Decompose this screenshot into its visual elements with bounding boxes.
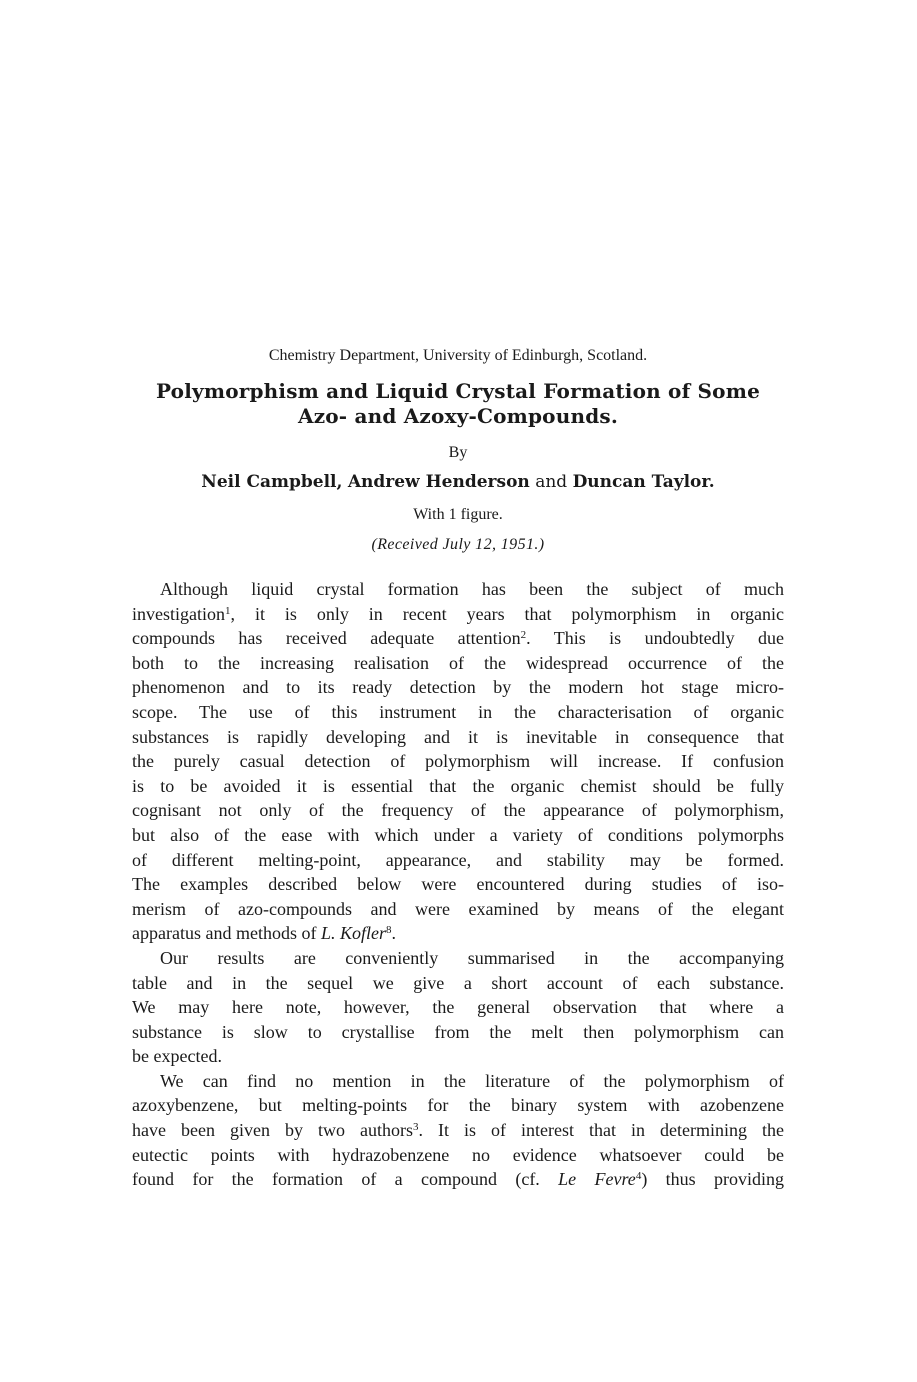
paragraph-1 [132, 577, 784, 946]
p3-line-3: have been given by two authors$^3$. It is of interest that in determining the [132, 1120, 785, 1141]
p1-line-13: The examples described below were encountered during studies of iso- [132, 874, 784, 895]
p1-line-3: compounds has received adequate attention$^2$. This is undoubtedly due [132, 628, 784, 649]
p3-line-5: found for the formation of a compound (cf. Le Fevre$^4$) thus providing [132, 1169, 784, 1190]
paragraph-2 [132, 946, 784, 1069]
p1-line-5: phenomenon and to its ready detection by the modern hot stage micro- [132, 677, 784, 698]
p2-line-4: substance is slow to crystallise from the melt then polymorphism can [132, 1021, 784, 1042]
p1-line-1: Although liquid crystal formation has been the subject of much [160, 579, 784, 599]
author-citation-kofler: L. Kofler [320, 923, 386, 944]
article-body [132, 577, 784, 1192]
p1-line-9: is to be avoided it is essential that the organic chemist should be fully [132, 775, 784, 796]
author-henderson: Andrew Henderson [347, 472, 530, 492]
author-list [132, 471, 784, 493]
p2-line-2: table and in the sequel we give a short account of each substance. [132, 972, 784, 993]
p1-line-15: apparatus and methods of L. Kofler$^8$. [132, 923, 396, 944]
p2-line-3: We may here note, however, the general observation that where a [132, 997, 784, 1018]
article-title [132, 379, 784, 429]
p3-line-4: eutectic points with hydrazobenzene no evidence whatsoever could be [132, 1144, 784, 1165]
p3-line-1: We can find no mention in the literature of the polymorphism of [160, 1070, 784, 1091]
p1-line-14: merism of azo-compounds and were examined by means of the elegant [132, 898, 784, 919]
figure-note: With 1 figure. [413, 506, 503, 523]
p3-line-2: azoxybenzene, but melting-points for the binary system with azobenzene [132, 1095, 784, 1116]
p1-line-12: of different melting-point, appearance, and stability may be formed. [132, 849, 784, 870]
author-citation-le-fevre: Le Fevre [558, 1169, 636, 1190]
p2-line-5: be expected. [132, 1046, 222, 1067]
title-line-2: Azo- and Azoxy-Compounds. [297, 404, 619, 428]
p1-line-7: substances is rapidly developing and it is inevitable in consequence that [132, 726, 784, 747]
p1-line-8: the purely casual detection of polymorphism will increase. If confusion [132, 751, 784, 772]
affiliation: Chemistry Department, University of Edinburgh, Scotland. [268, 347, 648, 364]
reference-8[interactable]: 8 [385, 924, 392, 937]
author-taylor: Duncan Taylor. [572, 472, 715, 492]
article-header [132, 345, 784, 555]
reference-2[interactable]: 2 [520, 629, 527, 642]
p1-line-2: investigation$^1$, it is only in recent years that polymorphism in organic [132, 603, 784, 624]
p2-line-1: Our results are conveniently summarised in the accompanying [160, 947, 784, 968]
p1-line-11: but also of the ease with which under a variety of conditions polymorphs [132, 824, 784, 845]
received-date: (Received July 12, 1951.) [371, 536, 545, 553]
p1-line-4: both to the increasing realisation of the widespread occurrence of the [132, 652, 784, 673]
title-line-1: Polymorphism and Liquid Crystal Formation of Some [155, 379, 761, 403]
paragraph-3 [132, 1069, 784, 1192]
author-campbell: Neil Campbell, [201, 472, 343, 492]
reference-4[interactable]: 4 [635, 1170, 642, 1183]
reference-3[interactable]: 3 [413, 1121, 419, 1134]
p1-line-6: scope. The use of this instrument in the characterisation of organic [132, 701, 784, 722]
author-conjunction: and [535, 472, 568, 492]
p1-line-10: cognisant not only of the frequency of the appearance of polymorphism, [132, 800, 784, 821]
by-line: By [448, 444, 468, 461]
reference-1[interactable]: 1 [225, 604, 231, 617]
